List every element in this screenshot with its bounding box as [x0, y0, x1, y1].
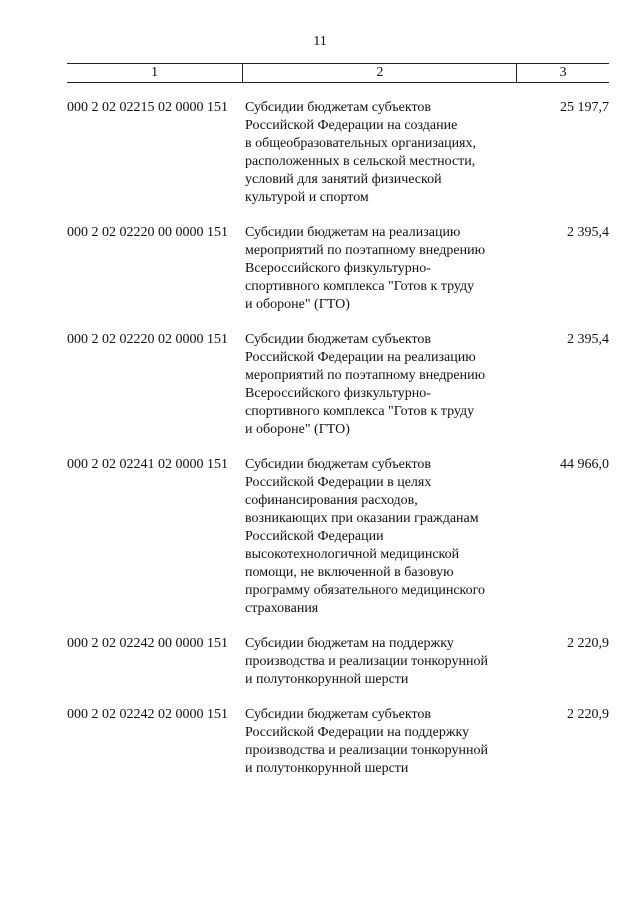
table-row	[67, 224, 609, 314]
amount: 25 197,7	[560, 100, 609, 115]
description-line: расположенных в сельской местности,	[245, 154, 476, 169]
budget-code: 000 2 02 02241 02 0000 151	[67, 457, 228, 472]
budget-code: 000 2 02 02215 02 0000 151	[67, 100, 228, 115]
description	[243, 635, 517, 689]
header-col-1: 1	[67, 64, 243, 83]
description-line: страхования	[245, 601, 319, 616]
description-line: Российской Федерации на поддержку	[245, 725, 470, 740]
description-line: спортивного комплекса "Готов к труду	[245, 404, 475, 419]
description-line: Российской Федерации на реализацию	[245, 350, 476, 365]
description-line: мероприятий по поэтапному внедрению	[245, 368, 486, 383]
budget-code: 000 2 02 02242 02 0000 151	[67, 707, 228, 722]
header-col-3: 3	[517, 64, 609, 83]
description-line: Субсидии бюджетам субъектов	[245, 100, 432, 115]
table-header	[67, 63, 609, 83]
budget-code: 000 2 02 02242 00 0000 151	[67, 636, 228, 651]
header-col-2: 2	[243, 64, 517, 83]
table-body	[67, 99, 609, 795]
table-row	[67, 456, 609, 618]
description-line: и обороне" (ГТО)	[245, 297, 350, 312]
description-line: производства и реализации тонкорунной	[245, 654, 488, 669]
description	[243, 456, 517, 618]
description-line: Субсидии бюджетам субъектов	[245, 457, 432, 472]
description-line: и полутонкорунной шерсти	[245, 761, 409, 776]
description-line: и полутонкорунной шерсти	[245, 672, 409, 687]
table-row	[67, 99, 609, 207]
description-line: высокотехнологичной медицинской	[245, 547, 460, 562]
amount: 2 220,9	[567, 707, 609, 722]
description	[243, 224, 517, 314]
description-line: Субсидии бюджетам на реализацию	[245, 225, 461, 240]
page-number: 11	[313, 34, 327, 49]
description-line: Российской Федерации на создание	[245, 118, 458, 133]
amount: 2 395,4	[567, 225, 609, 240]
description-line: культурой и спортом	[245, 190, 369, 205]
table-row	[67, 706, 609, 778]
description	[243, 706, 517, 778]
description	[243, 331, 517, 439]
description-line: возникающих при оказании гражданам	[245, 511, 479, 526]
description-line: спортивного комплекса "Готов к труду	[245, 279, 475, 294]
amount: 2 395,4	[567, 332, 609, 347]
description-line: Субсидии бюджетам субъектов	[245, 332, 432, 347]
amount: 2 220,9	[567, 636, 609, 651]
description-line: Субсидии бюджетам субъектов	[245, 707, 432, 722]
description-line: Российской Федерации	[245, 529, 384, 544]
description-line: программу обязательного медицинского	[245, 583, 486, 598]
description-line: Российской Федерации в целях	[245, 475, 432, 490]
description-line: и обороне" (ГТО)	[245, 422, 350, 437]
table-row	[67, 331, 609, 439]
description-line: мероприятий по поэтапному внедрению	[245, 243, 486, 258]
amount: 44 966,0	[560, 457, 609, 472]
description-line: в общеобразовательных организациях,	[245, 136, 476, 151]
budget-code: 000 2 02 02220 00 0000 151	[67, 225, 228, 240]
description-line: Субсидии бюджетам на поддержку	[245, 636, 454, 651]
table-row	[67, 635, 609, 689]
description-line: Всероссийского физкультурно-	[245, 261, 431, 276]
description-line: помощи, не включенной в базовую	[245, 565, 454, 580]
description-line: софинансирования расходов,	[245, 493, 418, 508]
budget-code: 000 2 02 02220 02 0000 151	[67, 332, 228, 347]
description-line: Всероссийского физкультурно-	[245, 386, 431, 401]
description-line: производства и реализации тонкорунной	[245, 743, 488, 758]
description	[243, 99, 517, 207]
description-line: условий для занятий физической	[245, 172, 442, 187]
